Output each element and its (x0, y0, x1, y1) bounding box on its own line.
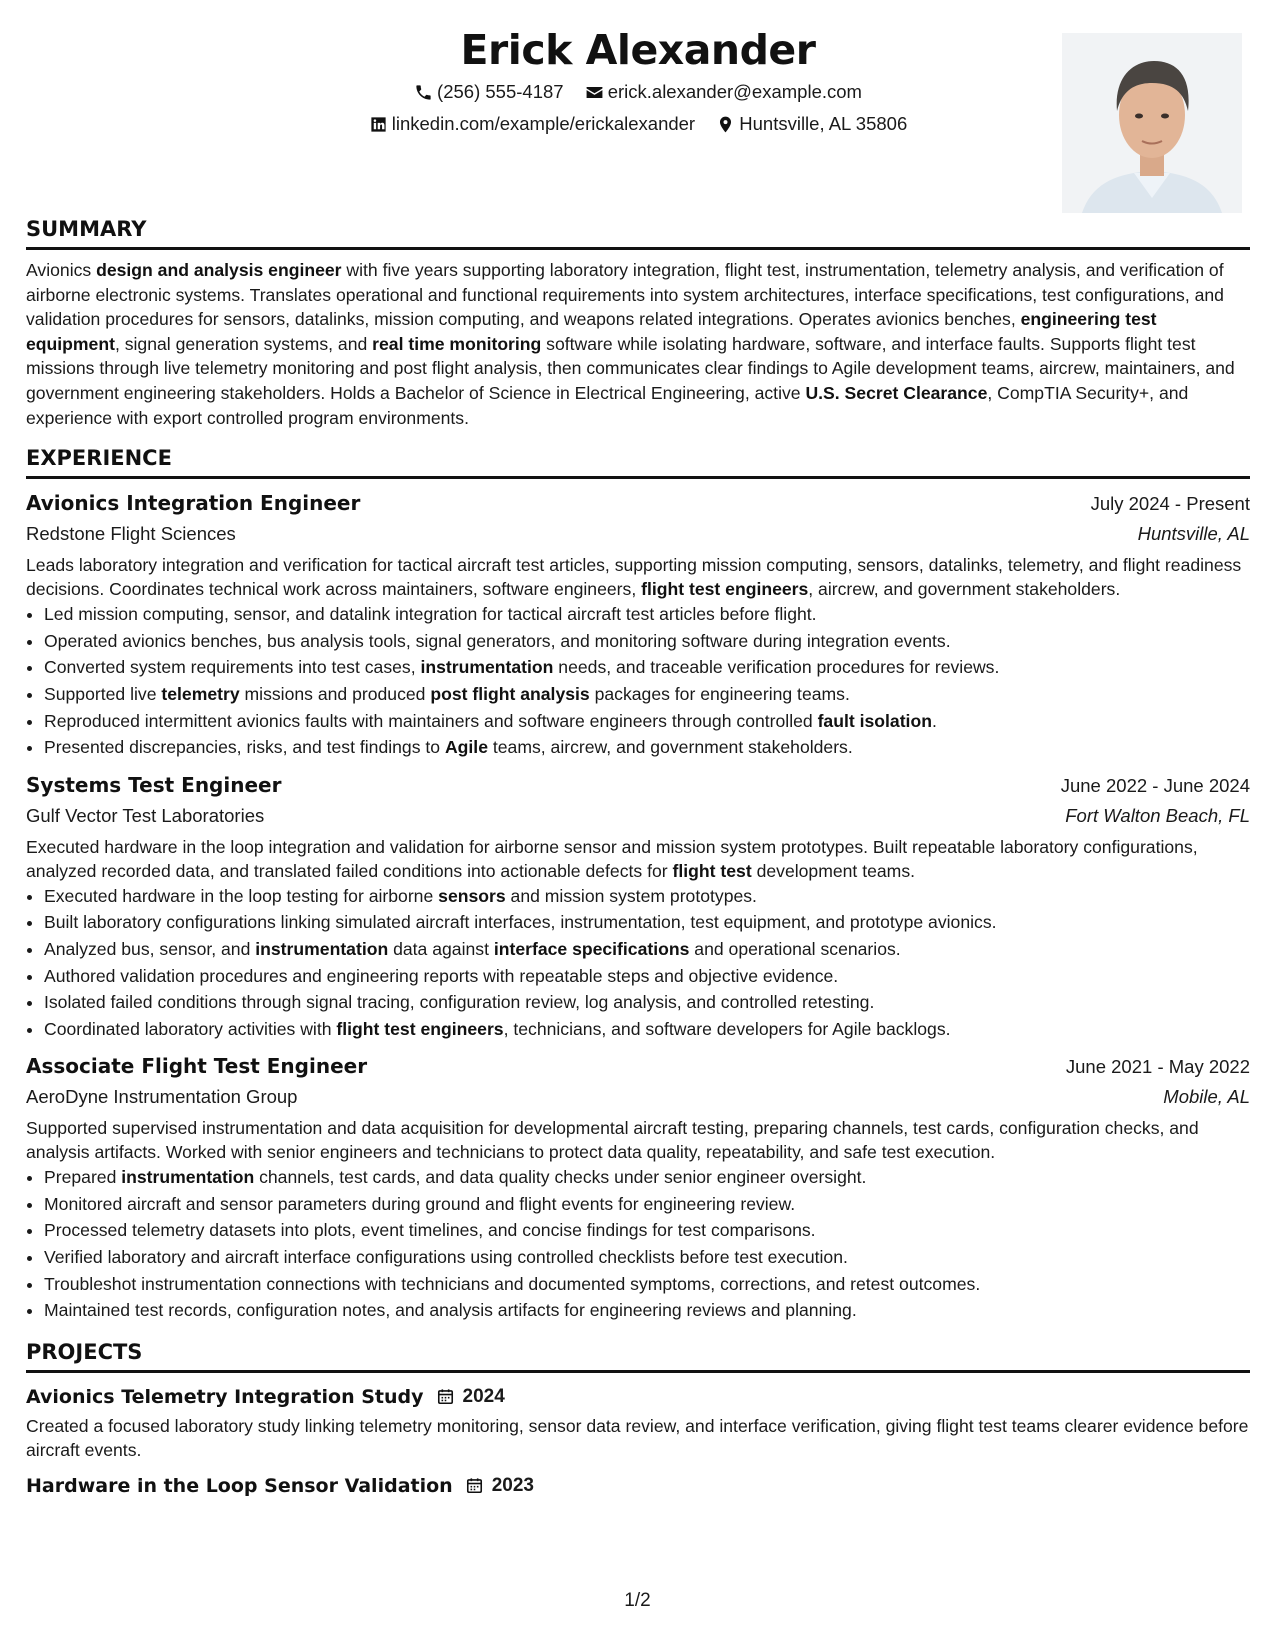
candidate-name: Erick Alexander (460, 26, 816, 74)
project-header (26, 1471, 1250, 1501)
company-name: Gulf Vector Test Laboratories (26, 804, 265, 826)
job-bullets (26, 601, 1250, 761)
job-description (26, 835, 1250, 883)
projects-heading: PROJECTS (26, 1338, 1250, 1373)
bullet-text: Presented discrepancies, risks, and test findings to (44, 737, 445, 758)
bullet-text: channels, test cards, and data quality checks under senior engineer oversight. (254, 1167, 867, 1188)
bullet-text: Reproduced intermittent avionics faults with maintainers and software engineers through controlled (44, 710, 818, 731)
phone-text: (256) 555-4187 (437, 81, 564, 102)
bullet-text: Processed telemetry datasets into plots, event timelines, and concise findings for test comparisons. (44, 1220, 816, 1241)
summary-emphasis: engineering test equipment (26, 309, 1157, 354)
calendar-icon (436, 1387, 455, 1406)
job-description-text: development teams. (751, 860, 916, 881)
summary-text (26, 258, 1250, 430)
bullet-emphasis: instrumentation (255, 938, 389, 959)
summary-text: , signal generation systems, and (114, 333, 373, 354)
bullet-text: needs, and traceable verification procedures for reviews. (553, 657, 1000, 678)
bullet-text: teams, aircrew, and government stakeholders. (487, 737, 853, 758)
experience-heading: EXPERIENCE (26, 444, 1250, 479)
bullet-emphasis: sensors (438, 885, 506, 906)
project-description: Created a focused laboratory study linking telemetry monitoring, sensor data review, and interface verification, giving flight test teams clearer evidence before aircraft events. (26, 1415, 1249, 1460)
job-bullets (26, 883, 1250, 1043)
bullet-text: Supported live (44, 683, 162, 704)
bullet-text: Monitored aircraft and sensor parameters during ground and flight events for engineering review. (44, 1193, 796, 1214)
summary-heading: SUMMARY (26, 215, 1250, 250)
resume-header (26, 0, 1250, 215)
bullet-item (44, 989, 1250, 1016)
portrait-illustration (1062, 33, 1242, 213)
job-description-text: Supported supervised instrumentation and data acquisition for developmental aircraft testing, preparing channels, test cards, configuration checks, and analysis artifacts. Worked with senior engineers and technicians to protect data quality, repeatability, and safe test execution. (26, 1118, 1199, 1163)
location-text: Huntsville, AL 35806 (739, 113, 908, 134)
project-year-text: 2023 (491, 1474, 534, 1496)
job-subheader (26, 519, 1250, 549)
bullet-item (44, 1164, 1250, 1191)
bullet-text: and operational scenarios. (689, 938, 901, 959)
company-name: Redstone Flight Sciences (26, 523, 236, 545)
job-header (26, 1051, 1250, 1082)
summary-text: with five years supporting laboratory integration, flight test, instrumentation, telemetry analysis, and verification of airborne electronic systems. Translates operational and functional requirements into system architectures, interface specifications, test configurations, and validation procedures for sensors, datalinks, mission computing, and weapons related integrations. Operates avionics benches, (26, 260, 1224, 330)
bullet-emphasis: instrumentation (420, 657, 554, 678)
bullet-item (44, 1297, 1250, 1324)
project-title: Hardware in the Loop Sensor Validation (26, 1474, 453, 1497)
bullet-emphasis: Agile (444, 737, 488, 758)
job-description-text: , aircrew, and government stakeholders. (808, 579, 1121, 600)
bullet-item (44, 601, 1250, 628)
bullet-item (44, 909, 1250, 936)
resume-page (26, 0, 1250, 1501)
project-title: Avionics Telemetry Integration Study (26, 1385, 424, 1408)
bullet-emphasis: telemetry (161, 683, 240, 704)
job-header (26, 488, 1250, 519)
project-entry (26, 1382, 1250, 1462)
bullet-text: packages for engineering teams. (589, 683, 850, 704)
email-contact[interactable] (585, 79, 862, 105)
job-subheader (26, 1082, 1250, 1112)
project-entry (26, 1471, 1250, 1501)
bullet-emphasis: post flight analysis (430, 683, 590, 704)
job-location: Huntsville, AL (1137, 523, 1250, 545)
bullet-text: Verified laboratory and aircraft interface configurations using controlled checklists before test execution. (44, 1247, 848, 1268)
summary-emphasis: design and analysis engineer (96, 260, 342, 280)
job-entry (26, 770, 1250, 1043)
bullet-item (44, 734, 1250, 761)
bullet-text: missions and produced (239, 683, 431, 704)
bullet-text: Authored validation procedures and engineering reports with repeatable steps and objective evidence. (44, 965, 839, 986)
phone-contact[interactable] (414, 79, 564, 105)
summary-section (26, 215, 1250, 430)
project-header (26, 1382, 1250, 1412)
map-pin-icon (716, 115, 735, 134)
experience-section (26, 444, 1250, 1324)
bullet-item (44, 1016, 1250, 1043)
job-description-text: Leads laboratory integration and verification for tactical aircraft test articles, supporting mission computing, sensors, datalinks, telemetry, and flight readiness decisions. Coordinates technical work across maintainers, software engineers, (26, 555, 1242, 600)
job-dates: June 2021 - May 2022 (1065, 1056, 1250, 1078)
job-description-emphasis: flight test (672, 860, 752, 881)
location-contact (716, 111, 907, 137)
bullet-item (44, 628, 1250, 655)
bullet-text: Troubleshot instrumentation connections with technicians and documented symptoms, corrections, and retest outcomes. (44, 1273, 981, 1294)
bullet-text: Executed hardware in the loop testing for airborne (44, 885, 439, 906)
job-title: Associate Flight Test Engineer (26, 1054, 368, 1079)
email-text: erick.alexander@example.com (607, 81, 862, 102)
bullet-item (44, 681, 1250, 708)
job-entry (26, 488, 1250, 761)
summary-emphasis: real time monitoring (372, 333, 542, 354)
bullet-emphasis: flight test engineers (336, 1018, 504, 1039)
bullet-text: Converted system requirements into test cases, (44, 657, 421, 678)
bullet-item (44, 1244, 1250, 1271)
job-dates: June 2022 - June 2024 (1060, 774, 1250, 796)
summary-text: , CompTIA Security+, and experience with export controlled program environments. (26, 382, 1189, 428)
bullet-text: Led mission computing, sensor, and datalink integration for tactical aircraft test articles before flight. (44, 604, 817, 625)
job-subheader (26, 801, 1250, 831)
project-list (26, 1382, 1250, 1501)
bullet-text: Isolated failed conditions through signal tracing, configuration review, log analysis, and controlled retesting. (44, 992, 875, 1013)
summary-text: Avionics (26, 260, 97, 280)
job-title: Avionics Integration Engineer (26, 491, 361, 516)
envelope-icon (585, 83, 604, 102)
bullet-text: Operated avionics benches, bus analysis tools, signal generators, and monitoring software during integration events. (44, 630, 951, 651)
bullet-item (44, 708, 1250, 735)
bullet-text: Analyzed bus, sensor, and (44, 938, 256, 959)
job-dates: July 2024 - Present (1090, 493, 1250, 515)
company-name: AeroDyne Instrumentation Group (26, 1086, 298, 1108)
projects-section (26, 1338, 1250, 1501)
bullet-item (44, 963, 1250, 990)
bullet-item (44, 1191, 1250, 1218)
page-number: 1/2 (624, 1590, 651, 1611)
job-description-emphasis: flight test engineers (641, 579, 809, 600)
bullet-emphasis: fault isolation (817, 710, 932, 731)
job-location: Fort Walton Beach, FL (1065, 804, 1250, 826)
job-bullets (26, 1164, 1250, 1324)
job-description (26, 553, 1250, 601)
job-title: Systems Test Engineer (26, 772, 282, 797)
calendar-icon (465, 1476, 484, 1495)
linkedin-icon (369, 115, 388, 134)
bullet-text: . (931, 710, 937, 731)
summary-text: software while isolating hardware, software, and interface faults. Supports flight test missions through live telemetry monitoring and post flight analysis, then communicates clear findings to Agile development teams, aircrew, maintainers, and government engineering stakeholders. Holds a Bachelor of Science in Electrical Engineering, active (26, 333, 1235, 403)
project-year (465, 1471, 534, 1501)
summary-emphasis: U.S. Secret Clearance (805, 382, 988, 403)
bullet-item (44, 654, 1250, 681)
bullet-item (44, 1271, 1250, 1298)
bullet-text: Prepared (44, 1167, 122, 1188)
job-description (26, 1116, 1250, 1164)
bullet-text: Coordinated laboratory activities with (44, 1018, 337, 1039)
job-list (26, 488, 1250, 1324)
bullet-item (44, 1217, 1250, 1244)
bullet-item (44, 936, 1250, 963)
project-year (436, 1382, 505, 1412)
job-location: Mobile, AL (1163, 1086, 1250, 1108)
bullet-item (44, 883, 1250, 910)
bullet-text: Maintained test records, configuration notes, and analysis artifacts for engineering reviews and planning. (44, 1300, 857, 1321)
profile-photo (1062, 33, 1242, 213)
job-entry (26, 1051, 1250, 1324)
bullet-text: data against (388, 938, 494, 959)
bullet-text: Built laboratory configurations linking simulated aircraft interfaces, instrumentation, test equipment, and prototype avionics. (44, 912, 997, 933)
linkedin-text: linkedin.com/example/erickalexander (391, 113, 696, 134)
phone-icon (414, 83, 433, 102)
bullet-text: , technicians, and software developers for Agile backlogs. (503, 1018, 951, 1039)
bullet-text: and mission system prototypes. (505, 885, 757, 906)
job-header (26, 770, 1250, 801)
bullet-emphasis: interface specifications (493, 938, 690, 959)
bullet-emphasis: instrumentation (121, 1167, 255, 1188)
project-year-text: 2024 (462, 1385, 505, 1407)
linkedin-contact[interactable] (369, 111, 695, 137)
job-description-text: Executed hardware in the loop integration and validation for airborne sensor and mission system prototypes. Built repeatable laboratory configurations, analyzed recorded data, and translated failed conditions into actionable defects for (26, 836, 1198, 881)
